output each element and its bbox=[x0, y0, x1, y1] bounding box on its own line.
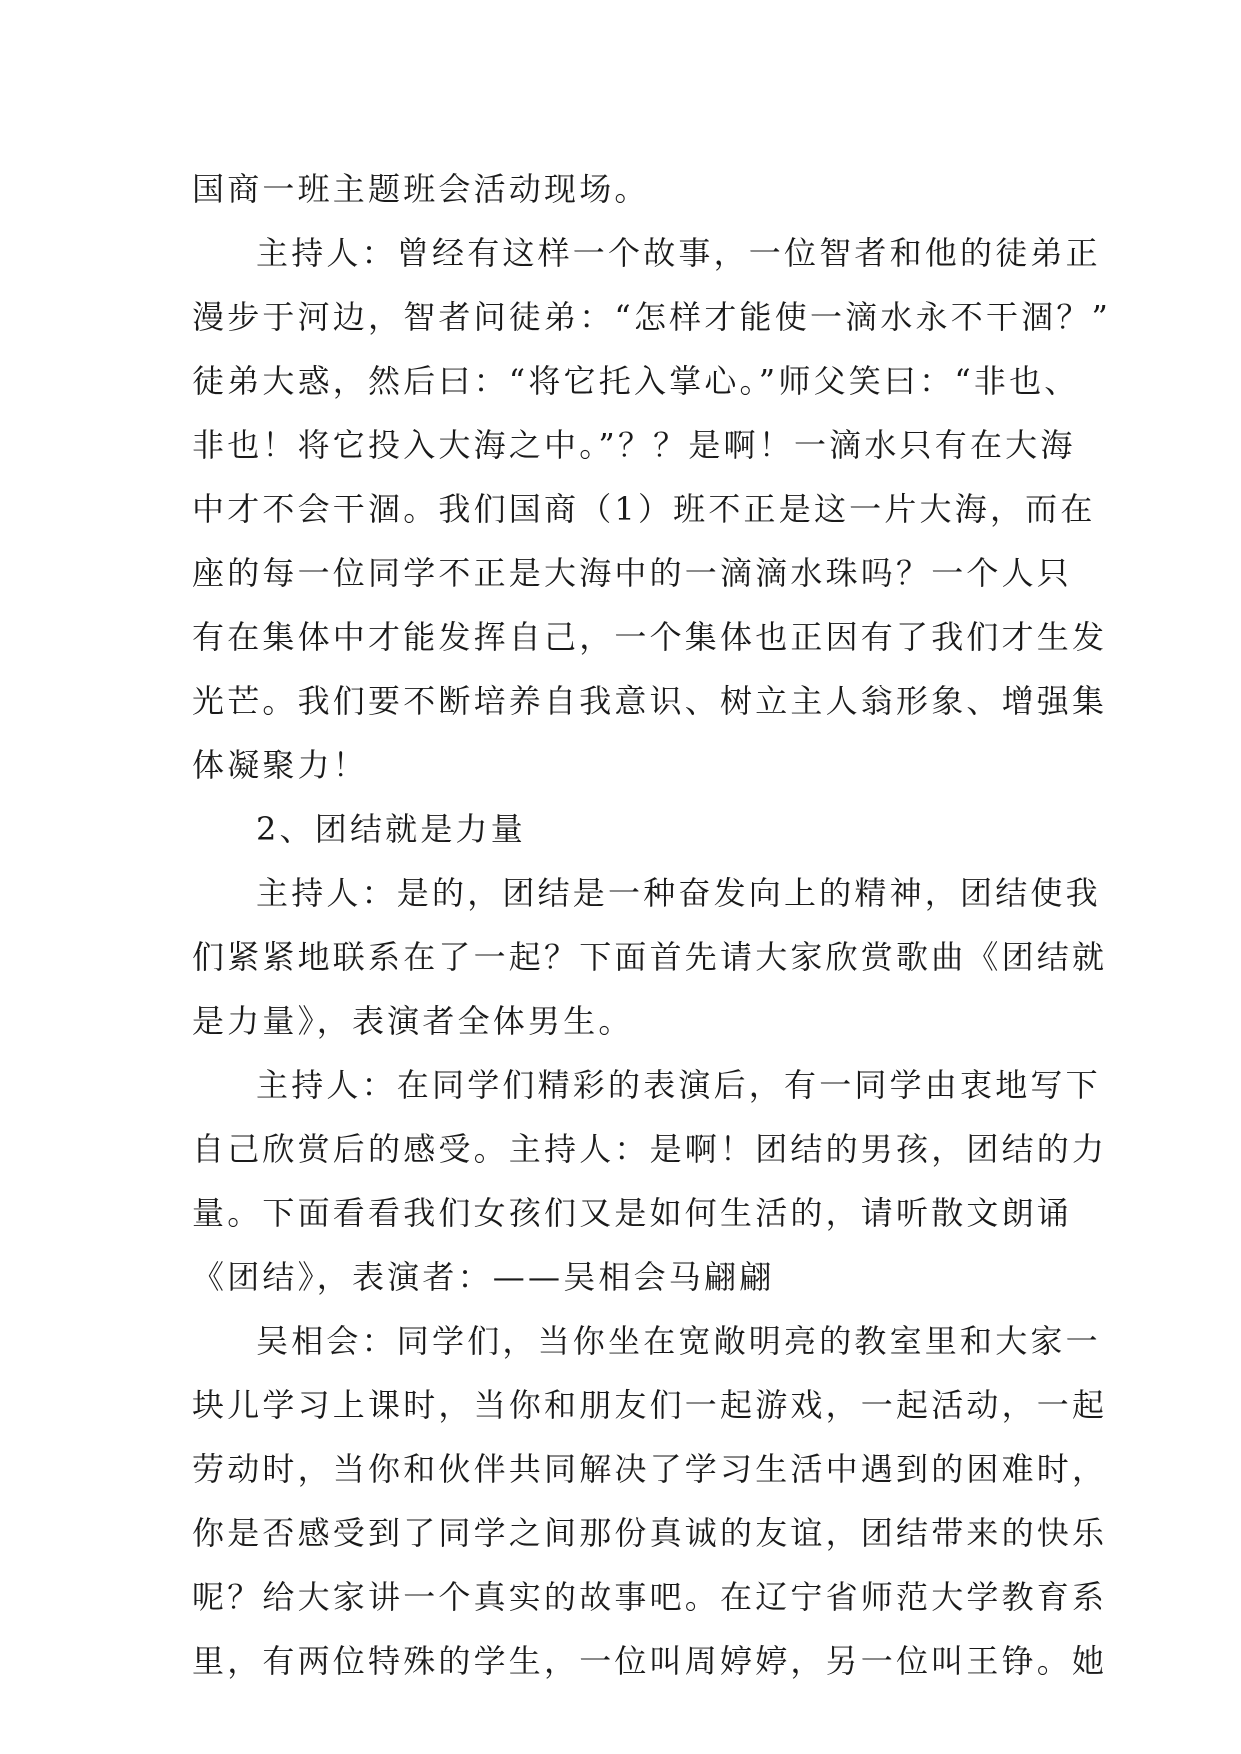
text-line: 座的每一位同学不正是大海中的一滴滴水珠吗？一个人只 bbox=[192, 554, 1073, 592]
text-line: 们紧紧地联系在了一起？下面首先请大家欣赏歌曲《团结就 bbox=[192, 938, 1108, 976]
text-line: 呢？给大家讲一个真实的故事吧。在辽宁省师范大学教育系 bbox=[192, 1578, 1108, 1616]
text-line: 主持人：曾经有这样一个故事，一位智者和他的徒弟正 bbox=[256, 234, 1101, 272]
text-line: 中才不会干涸。我们国商（1）班不正是这一片大海，而在 bbox=[192, 490, 1096, 528]
text-line: 光芒。我们要不断培养自我意识、树立主人翁形象、增强集 bbox=[192, 682, 1108, 720]
text-line: 主持人：在同学们精彩的表演后，有一同学由衷地写下 bbox=[256, 1066, 1101, 1104]
text-line: 非也！将它投入大海之中。”？？是啊！一滴水只有在大海 bbox=[192, 426, 1076, 464]
text-line: 吴相会：同学们，当你坐在宽敞明亮的教室里和大家一 bbox=[256, 1322, 1101, 1360]
text-line: 徒弟大惑，然后曰：“将它托入掌心。”师父笑曰：“非也、 bbox=[192, 362, 1080, 400]
text-line: 块儿学习上课时，当你和朋友们一起游戏，一起活动，一起 bbox=[192, 1386, 1108, 1424]
text-line: 国商一班主题班会活动现场。 bbox=[192, 170, 650, 208]
text-line: 量。下面看看我们女孩们又是如何生活的，请听散文朗诵 bbox=[192, 1194, 1073, 1232]
text-line: 漫步于河边，智者问徒弟：“怎样才能使一滴水永不干涸？” bbox=[192, 298, 1112, 336]
text-line: 劳动时，当你和伙伴共同解决了学习生活中遇到的困难时， bbox=[192, 1450, 1108, 1488]
document-body bbox=[192, 157, 1112, 1693]
text-line: 里，有两位特殊的学生，一位叫周婷婷，另一位叫王铮。她 bbox=[192, 1642, 1108, 1680]
text-line: 是力量》，表演者全体男生。 bbox=[192, 1002, 634, 1040]
text-line: 《团结》，表演者：——吴相会马翩翩 bbox=[192, 1258, 775, 1296]
text-line: 自己欣赏后的感受。主持人：是啊！团结的男孩，团结的力 bbox=[192, 1130, 1108, 1168]
text-line: 你是否感受到了同学之间那份真诚的友谊，团结带来的快乐 bbox=[192, 1514, 1108, 1552]
text-line: 主持人：是的，团结是一种奋发向上的精神，团结使我 bbox=[256, 874, 1101, 912]
section-heading: 2、团结就是力量 bbox=[256, 810, 526, 848]
text-line: 体凝聚力！ bbox=[192, 746, 369, 784]
text-line: 有在集体中才能发挥自己，一个集体也正因有了我们才生发 bbox=[192, 618, 1108, 656]
